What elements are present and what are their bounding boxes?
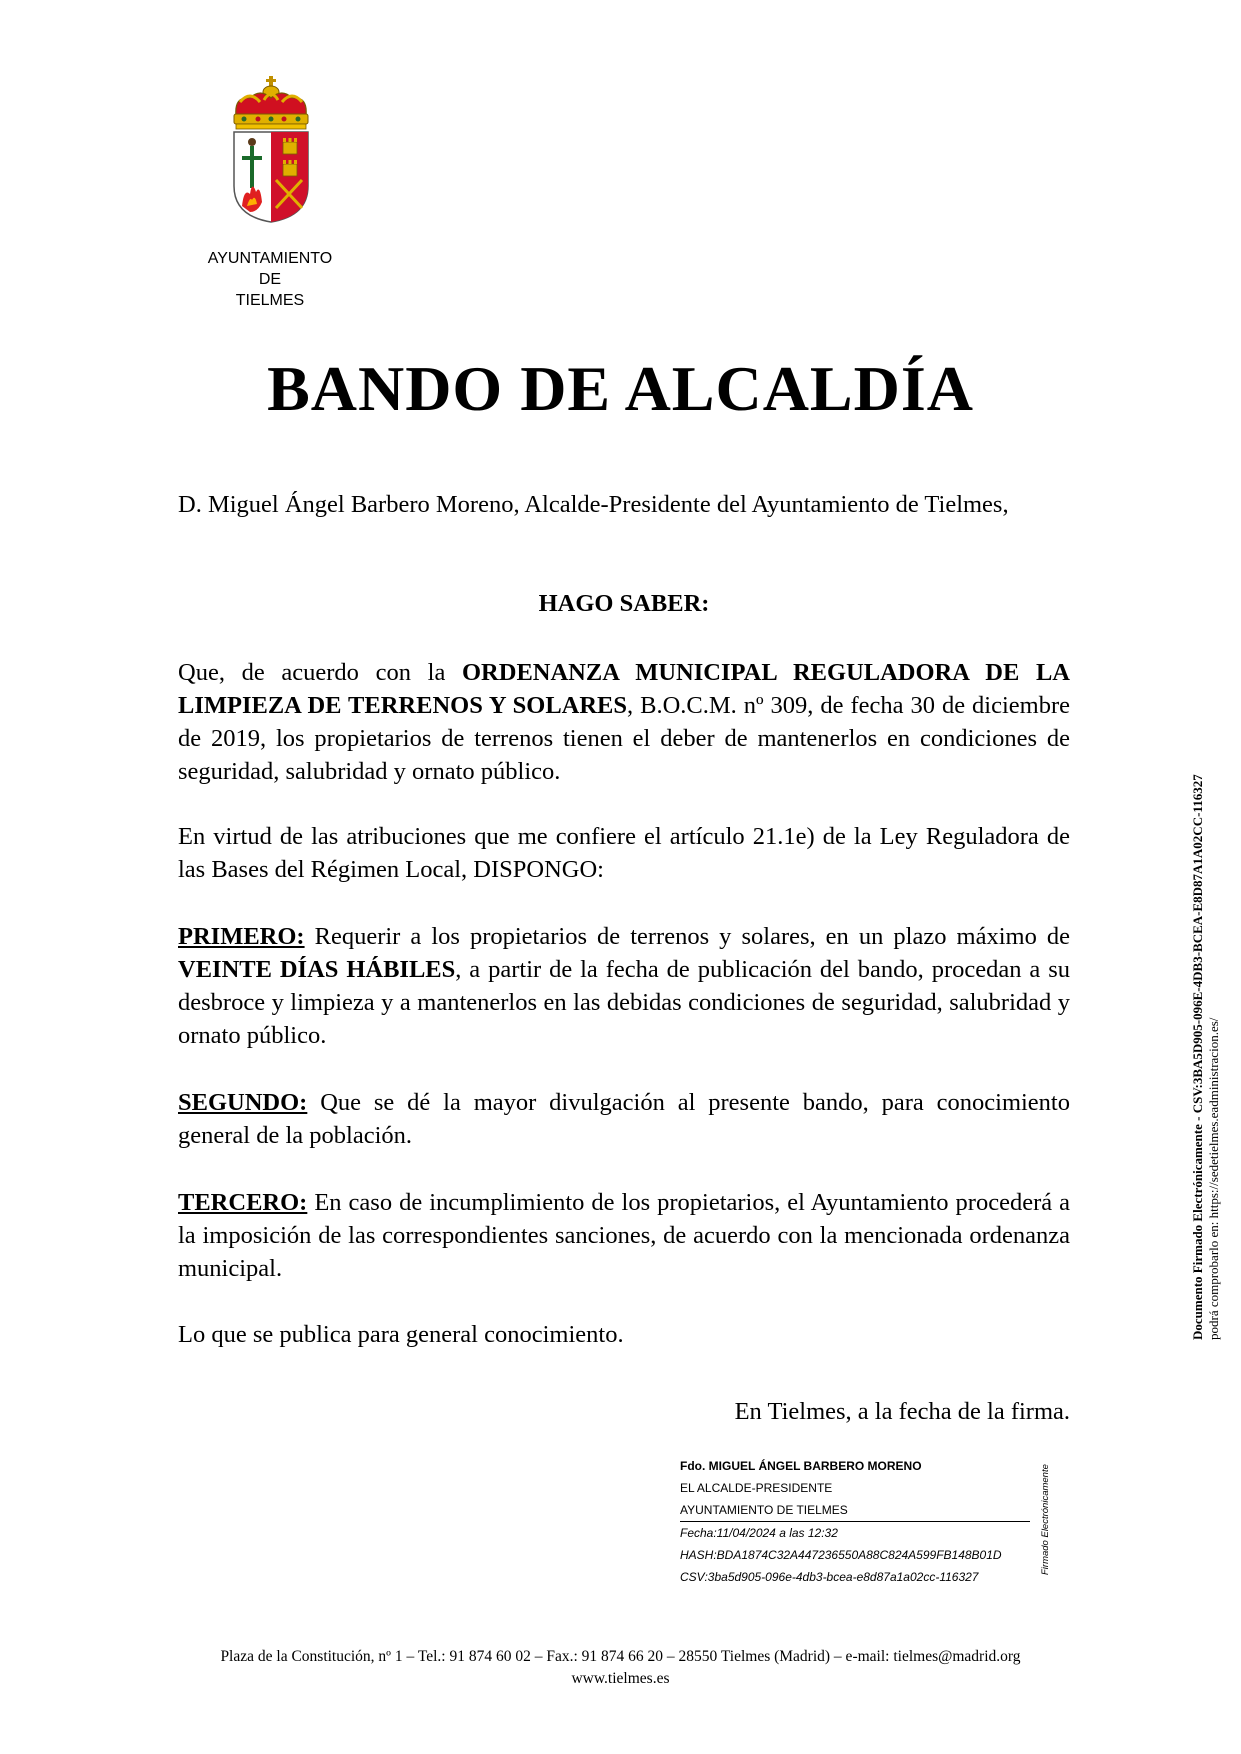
ordinance-name: ORDENANZA MUNICIPAL REGULADORA DE LA LIMPIEZA DE TERRENOS Y SOLARES	[178, 659, 1070, 719]
organization-name	[190, 248, 350, 311]
side-note-line-1: Documento Firmado Electrónicamente - CSV:3BA5D905-096E-4DB3-BCEA-E8D87A1A02CC-116327	[1190, 774, 1205, 1340]
tercero-label: TERCERO:	[178, 1189, 308, 1216]
signer-role: EL ALCALDE-PRESIDENTE	[680, 1481, 833, 1495]
document-title: BANDO DE ALCALDÍA	[267, 353, 974, 424]
coat-of-arms-logo	[230, 76, 312, 226]
p1-post: , B.O.C.M. nº 309, de fecha 30 de diciembre de 2019, los propietarios de terrenos tienen el deber de mantenerlos en condiciones de seguridad, salubridad y ornato público.	[178, 692, 1070, 785]
primero-deadline: VEINTE DÍAS HÁBILES	[178, 956, 456, 983]
intro-paragraph: D. Miguel Ángel Barbero Moreno, Alcalde-Presidente del Ayuntamiento de Tielmes,	[178, 491, 1009, 518]
signer-org: AYUNTAMIENTO DE TIELMES	[680, 1503, 848, 1517]
primero-post: , a partir de la fecha de publicación del bando, procedan a su desbroce y limpieza y a mantenerlos en las debidas condiciones de seguridad, salubridad y ornato público.	[178, 956, 1070, 1049]
footer-address: Plaza de la Constitución, nº 1 – Tel.: 91 874 60 02 – Fax.: 91 874 66 20 – 28550 Tielmes (Madrid) – e-mail: tielmes@madrid.org	[220, 1648, 1021, 1665]
segundo-label: SEGUNDO:	[178, 1089, 308, 1116]
signer-name: Fdo. MIGUEL ÁNGEL BARBERO MORENO	[680, 1459, 922, 1473]
hago-saber-heading: HAGO SABER:	[538, 590, 710, 617]
signature-vertical-label: Firmado Electrónicamente	[1040, 1464, 1051, 1575]
paragraph-ordinance	[178, 656, 1070, 788]
primero-label: PRIMERO:	[178, 923, 305, 950]
org-line-1: AYUNTAMIENTO	[207, 250, 333, 267]
primero-pre: Requerir a los propietarios de terrenos y solares, en un plazo máximo de	[304, 923, 1070, 950]
org-line-3: TIELMES	[235, 292, 305, 309]
signature-hash: HASH:BDA1874C32A447236550A88C824A599FB148B01D	[680, 1548, 1002, 1562]
org-line-2: DE	[258, 271, 282, 288]
signature-block	[680, 1455, 1030, 1588]
page-footer	[0, 1646, 1241, 1690]
paragraph-primero	[178, 920, 1070, 1052]
side-note-line-2: podrá comprobarlo en: https://sedetielmes.eadministracion.es/	[1206, 1017, 1221, 1340]
signature-csv: CSV:3ba5d905-096e-4db3-bcea-e8d87a1a02cc-116327	[680, 1570, 979, 1584]
paragraph-segundo	[178, 1086, 1070, 1152]
p1-pre: Que, de acuerdo con la	[178, 659, 462, 686]
segundo-text: Que se dé la mayor divulgación al presente bando, para conocimiento general de la población.	[178, 1089, 1070, 1149]
place-date: En Tielmes, a la fecha de la firma.	[734, 1398, 1070, 1425]
electronic-signature-note	[1190, 774, 1222, 1340]
paragraph-tercero	[178, 1186, 1070, 1285]
paragraph-attributions: En virtud de las atribuciones que me confiere el artículo 21.1e) de la Ley Reguladora de las Bases del Régimen Local, DISPONGO:	[178, 823, 1070, 883]
signature-date: Fecha:11/04/2024 a las 12:32	[680, 1526, 838, 1540]
footer-website[interactable]: www.tielmes.es	[571, 1670, 670, 1687]
closing-paragraph: Lo que se publica para general conocimiento.	[178, 1321, 624, 1348]
tercero-text: En caso de incumplimiento de los propietarios, el Ayuntamiento procederá a la imposición de las correspondientes sanciones, de acuerdo con la mencionada ordenanza municipal.	[178, 1189, 1070, 1282]
